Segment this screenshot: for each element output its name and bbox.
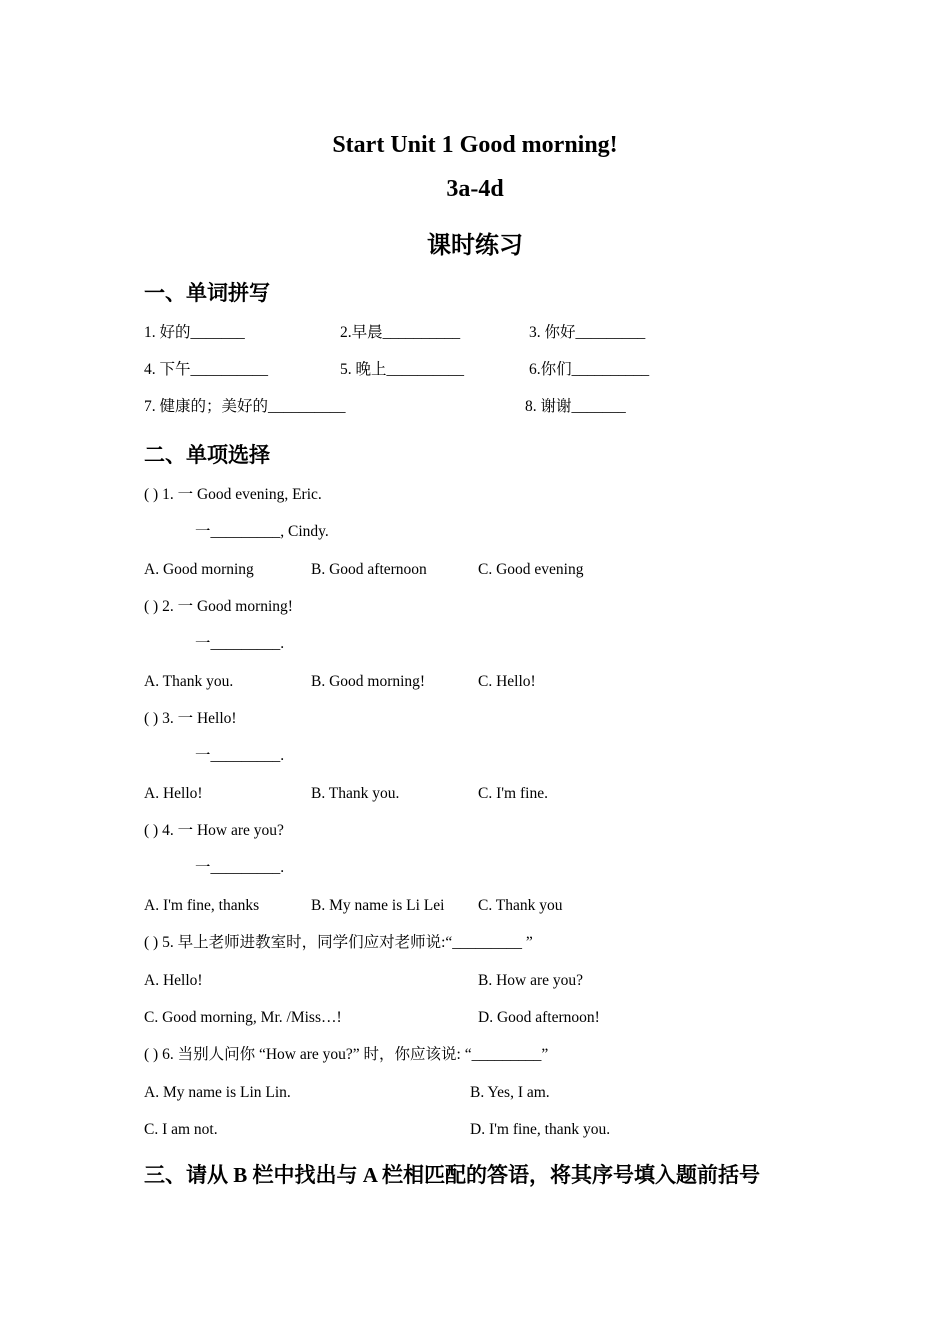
- question-4-answer-line: 一_________.: [195, 859, 285, 876]
- question-1-option-c: C. Good evening: [478, 561, 584, 578]
- spelling-item-4: 4. 下午__________: [144, 361, 269, 378]
- question-5-stem: ( ) 5. 早上老师进教室时，同学们应对老师说:“_________ ”: [144, 934, 533, 951]
- spelling-item-6: 6.你们__________: [529, 361, 650, 378]
- question-1-option-b: B. Good afternoon: [311, 561, 427, 578]
- section-heading-spelling: 一、单词拼写: [144, 281, 270, 305]
- question-2-option-b: B. Good morning!: [311, 673, 426, 690]
- document-heading: 课时练习: [427, 233, 523, 259]
- section-heading-choice: 二、单项选择: [144, 443, 270, 467]
- spelling-item-8: 8. 谢谢_______: [525, 398, 626, 415]
- spelling-item-1: 1. 好的_______: [144, 324, 245, 341]
- spelling-item-5: 5. 晚上__________: [340, 361, 465, 378]
- spelling-item-3: 3. 你好_________: [529, 324, 646, 341]
- question-1-option-a: A. Good morning: [144, 561, 254, 578]
- document-title: Start Unit 1 Good morning!: [332, 132, 618, 158]
- question-5-option-a: A. Hello!: [144, 972, 203, 989]
- question-5-option-d: D. Good afternoon!: [478, 1009, 600, 1026]
- question-6-option-d: D. I'm fine, thank you.: [470, 1121, 611, 1138]
- question-2-option-c: C. Hello!: [478, 673, 536, 690]
- question-5-option-b: B. How are you?: [478, 972, 584, 989]
- question-2-stem: ( ) 2. 一 Good morning!: [144, 598, 293, 615]
- question-2-option-a: A. Thank you.: [144, 673, 234, 690]
- question-6-stem: ( ) 6. 当别人问你 “How are you?” 时，你应该说: “_________”: [144, 1046, 549, 1063]
- question-6-option-b: B. Yes, I am.: [470, 1084, 550, 1101]
- question-6-option-c: C. I am not.: [144, 1121, 218, 1138]
- question-6-option-a: A. My name is Lin Lin.: [144, 1084, 291, 1101]
- question-1-answer-line: 一_________, Cindy.: [195, 523, 329, 540]
- spelling-item-2: 2.早晨__________: [340, 324, 461, 341]
- question-4-option-a: A. I'm fine, thanks: [144, 897, 260, 914]
- spelling-item-7: 7. 健康的；美好的__________: [144, 398, 346, 415]
- question-3-option-a: A. Hello!: [144, 785, 203, 802]
- question-4-stem: ( ) 4. 一 How are you?: [144, 822, 284, 839]
- question-2-answer-line: 一_________.: [195, 635, 285, 652]
- question-1-stem: ( ) 1. 一 Good evening, Eric.: [144, 486, 322, 503]
- question-4-option-c: C. Thank you: [478, 897, 563, 914]
- section-heading-matching: 三、请从 B 栏中找出与 A 栏相匹配的答语，将其序号填入题前括号: [144, 1163, 761, 1187]
- question-3-option-c: C. I'm fine.: [478, 785, 548, 802]
- question-5-option-c: C. Good morning, Mr. /Miss…!: [144, 1009, 342, 1026]
- question-3-answer-line: 一_________.: [195, 747, 285, 764]
- document-subtitle: 3a-4d: [446, 176, 504, 202]
- question-3-stem: ( ) 3. 一 Hello!: [144, 710, 237, 727]
- question-4-option-b: B. My name is Li Lei: [311, 897, 445, 914]
- question-3-option-b: B. Thank you.: [311, 785, 400, 802]
